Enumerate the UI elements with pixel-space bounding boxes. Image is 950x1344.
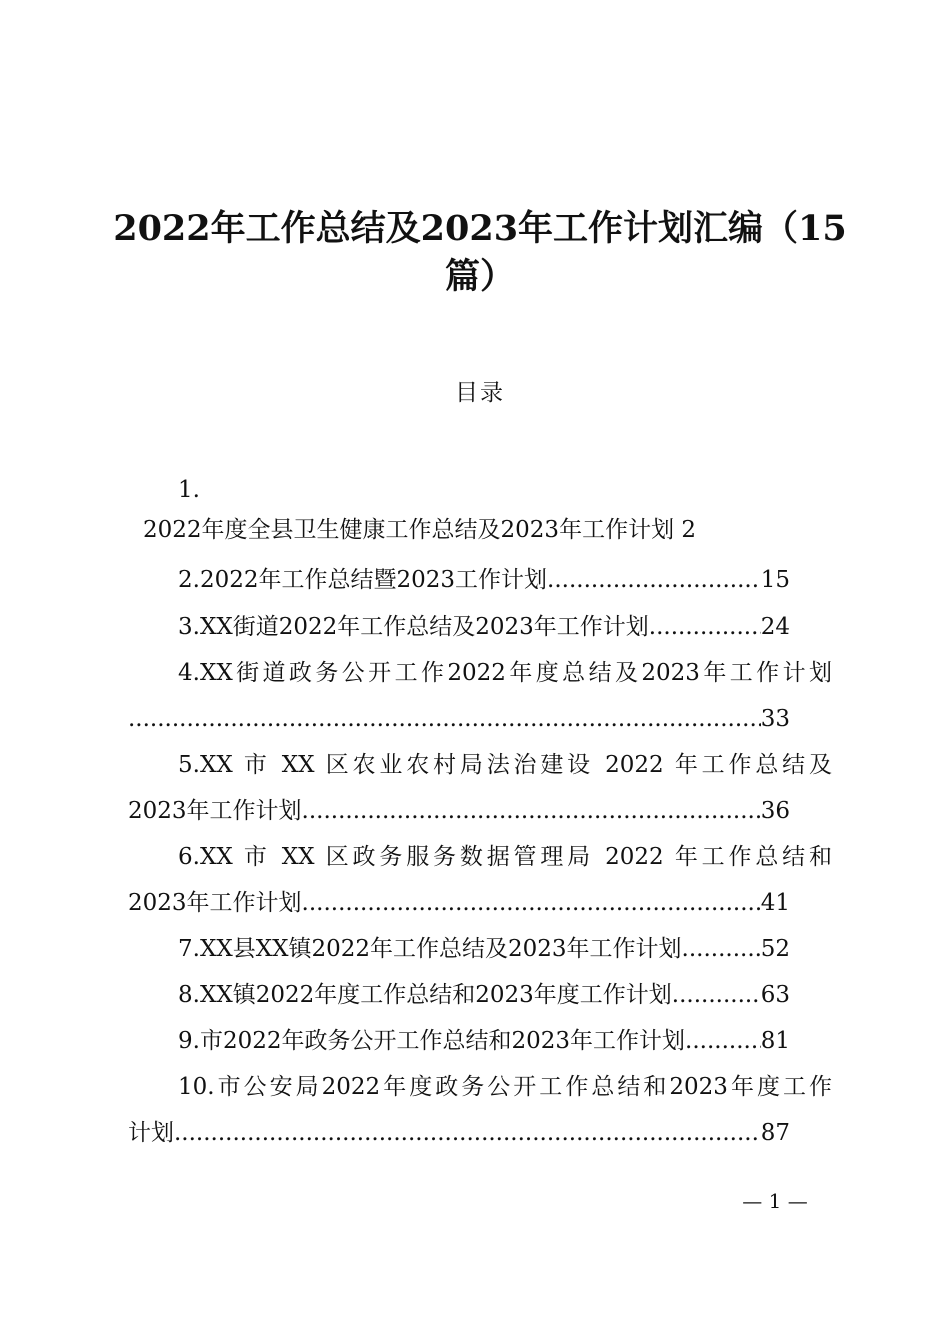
toc-entry-10-line-2[interactable] xyxy=(128,1116,790,1150)
dot-leader xyxy=(302,794,761,828)
toc-entry-10-line-1[interactable]: 10.市公安局2022年度政务公开工作总结和2023年度工作 xyxy=(178,1074,832,1100)
toc-entry-4-line-2[interactable] xyxy=(128,702,790,736)
toc-entry-2[interactable] xyxy=(178,563,790,597)
dot-leader xyxy=(128,702,761,736)
dot-leader xyxy=(649,610,761,644)
toc-entry-5-line-1[interactable]: 5.XX 市 XX 区农业农村局法治建设 2022 年工作总结及 xyxy=(178,752,832,778)
dot-leader xyxy=(685,1024,761,1058)
dot-leader xyxy=(672,978,761,1012)
toc-entry-7-page: 52 xyxy=(760,936,790,962)
dot-leader xyxy=(174,1116,761,1150)
toc-entry-4-line-1[interactable]: 4.XX街道政务公开工作2022年度总结及2023年工作计划 xyxy=(178,660,832,686)
toc-entry-3-page: 24 xyxy=(760,614,790,640)
toc-entry-10-page: 87 xyxy=(760,1120,790,1146)
toc-entry-5-text: 2023年工作计划 xyxy=(128,798,302,824)
toc-entry-3-text: 3.XX街道2022年工作总结及2023年工作计划 xyxy=(178,614,649,640)
toc-entry-7-text: 7.XX县XX镇2022年工作总结及2023年工作计划 xyxy=(178,936,682,962)
toc-entry-1-text[interactable]: 2022年度全县卫生健康工作总结及2023年工作计划 2 xyxy=(143,517,697,543)
page-number: — 1 — xyxy=(742,1189,808,1213)
toc-entry-8-page: 63 xyxy=(760,982,790,1008)
toc-entry-3[interactable] xyxy=(178,610,790,644)
toc-entry-6-page: 41 xyxy=(760,890,790,916)
toc-heading: 目录 xyxy=(455,380,505,406)
toc-entry-6-text: 2023年工作计划 xyxy=(128,890,302,916)
title-line-2: 篇） xyxy=(444,256,515,297)
toc-entry-6-line-1[interactable]: 6.XX 市 XX 区政务服务数据管理局 2022 年工作总结和 xyxy=(178,844,832,870)
toc-entry-6-line-2[interactable] xyxy=(128,886,790,920)
toc-entry-5-page: 36 xyxy=(760,798,790,824)
toc-entry-5-line-2[interactable] xyxy=(128,794,790,828)
title-line-1: 2022年工作总结及2023年工作计划汇编（15 xyxy=(113,208,847,249)
toc-entry-9-text: 9.市2022年政务公开工作总结和2023年工作计划 xyxy=(178,1028,686,1054)
toc-entry-9[interactable] xyxy=(178,1024,790,1058)
toc-entry-8[interactable] xyxy=(178,978,790,1012)
dot-leader xyxy=(682,932,761,966)
dot-leader xyxy=(302,886,761,920)
toc-entry-9-page: 81 xyxy=(760,1028,790,1054)
toc-entry-2-page: 15 xyxy=(760,567,790,593)
toc-entry-7[interactable] xyxy=(178,932,790,966)
toc-entry-10-text: 计划 xyxy=(128,1120,174,1146)
toc-entry-1-number[interactable]: 1. xyxy=(178,477,200,503)
toc-entry-4-page: 33 xyxy=(760,706,790,732)
toc-entry-2-text: 2.2022年工作总结暨2023工作计划 xyxy=(178,567,548,593)
dot-leader xyxy=(547,563,761,597)
toc-entry-8-text: 8.XX镇2022年度工作总结和2023年度工作计划 xyxy=(178,982,672,1008)
